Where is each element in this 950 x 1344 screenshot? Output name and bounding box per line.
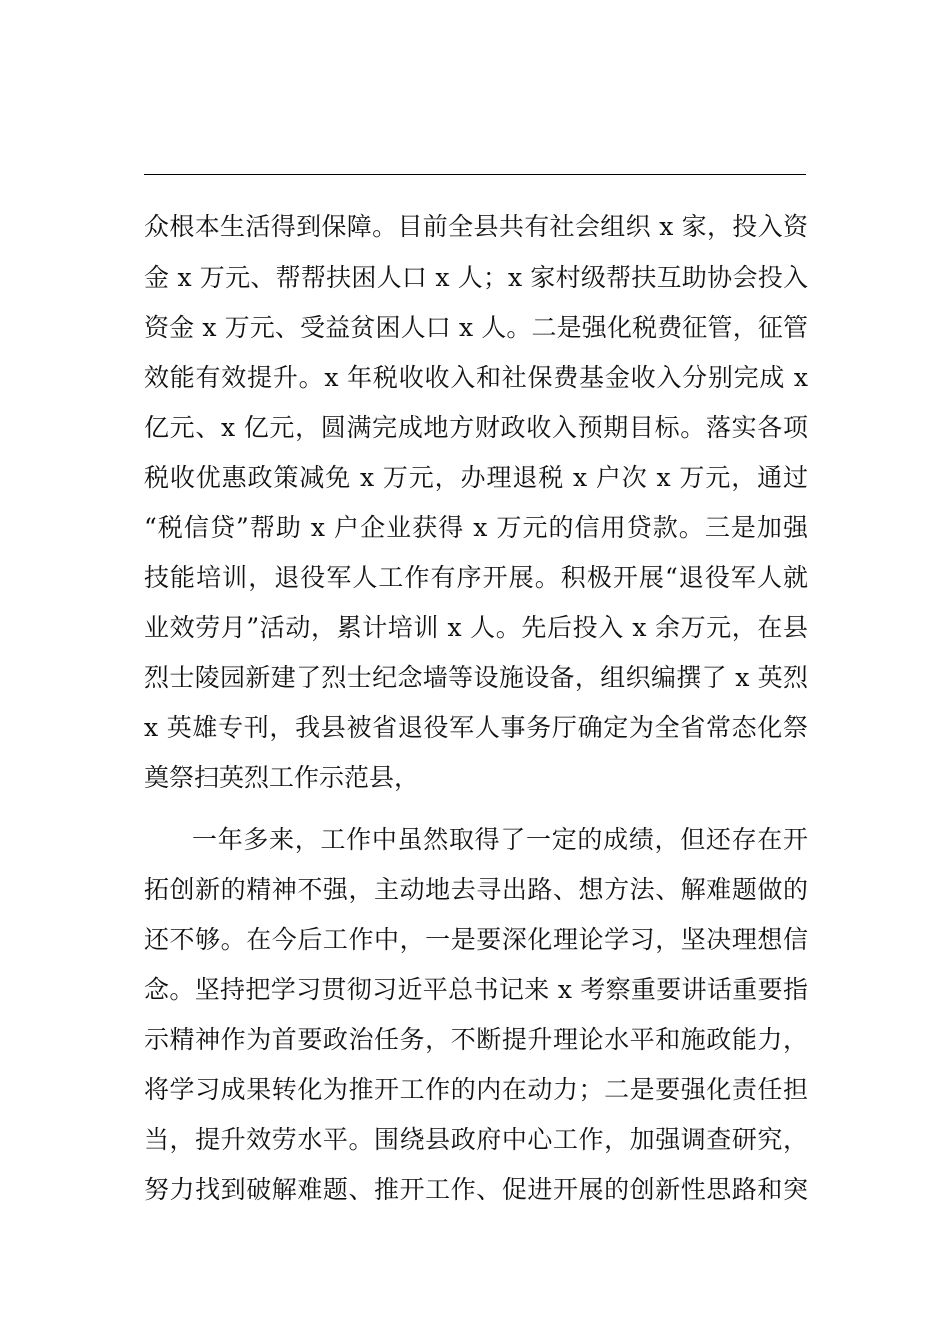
paragraph-2-line: 将学习成果转化为推开工作的内在动力；二是要强化责任担 [144, 1075, 808, 1104]
paragraph-2-line: 念。坚持把学习贯彻习近平总书记来 x 考察重要讲话重要指 [144, 975, 808, 1004]
paragraph-2-line: 努力找到破解难题、推开工作、促进开展的创新性思路和突 [144, 1175, 808, 1204]
header-rule [144, 174, 806, 175]
paragraph-1-line: x 英雄专刊，我县被省退役军人事务厅确定为全省常态化祭 [144, 713, 808, 742]
paragraph-1-line: 烈士陵园新建了烈士纪念墙等设施设备，组织编撰了 x 英烈 [144, 663, 808, 692]
paragraph-1-line: 技能培训，退役军人工作有序开展。积极开展“退役军人就 [144, 563, 808, 592]
paragraph-2-line: 一年多来，工作中虽然取得了一定的成绩，但还存在开 [192, 825, 808, 854]
paragraph-2-line: 示精神作为首要政治任务，不断提升理论水平和施政能力， [144, 1025, 808, 1054]
paragraph-1-line: 效能有效提升。x 年税收收入和社保费基金收入分别完成 x [144, 363, 808, 392]
paragraph-2-line: 还不够。在今后工作中，一是要深化理论学习，坚决理想信 [144, 925, 808, 954]
paragraph-1-line: 税收优惠政策减免 x 万元，办理退税 x 户次 x 万元，通过 [144, 463, 808, 492]
paragraph-1-line: 亿元、x 亿元，圆满完成地方财政收入预期目标。落实各项 [144, 413, 808, 442]
paragraph-1-line: 业效劳月”活动，累计培训 x 人。先后投入 x 余万元，在县 [144, 613, 808, 642]
paragraph-1-line: 众根本生活得到保障。目前全县共有社会组织 x 家，投入资 [144, 212, 808, 241]
paragraph-2-line: 当，提升效劳水平。围绕县政府中心工作，加强调查研究， [144, 1125, 808, 1154]
paragraph-1-line: 金 x 万元、帮帮扶困人口 x 人；x 家村级帮扶互助协会投入 [144, 263, 808, 292]
paragraph-1-line: “税信贷”帮助 x 户企业获得 x 万元的信用贷款。三是加强 [144, 513, 808, 542]
paragraph-1-line: 资金 x 万元、受益贫困人口 x 人。二是强化税费征管，征管 [144, 313, 808, 342]
paragraph-1-line: 奠祭扫英烈工作示范县， [144, 763, 420, 792]
paragraph-2-line: 拓创新的精神不强，主动地去寻出路、想方法、解难题做的 [144, 875, 808, 904]
